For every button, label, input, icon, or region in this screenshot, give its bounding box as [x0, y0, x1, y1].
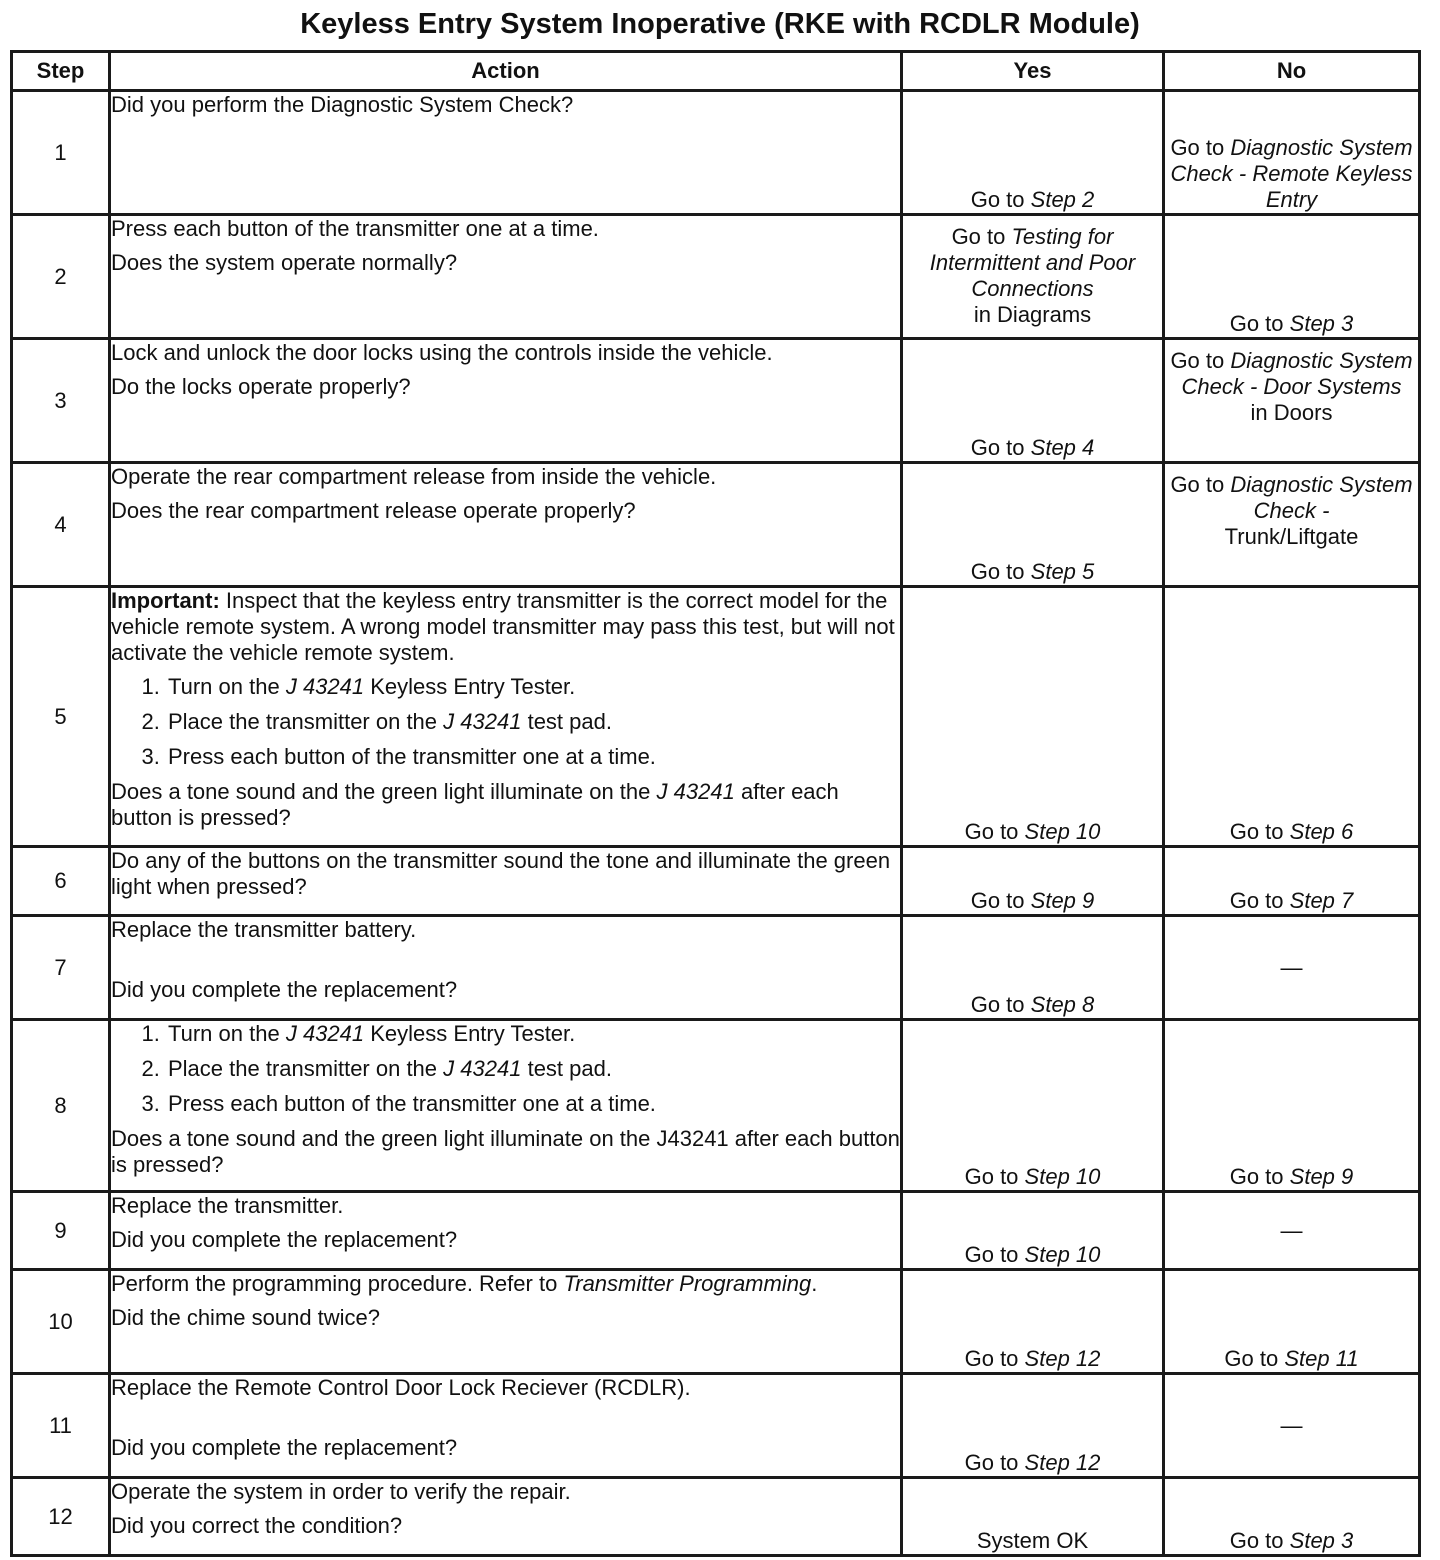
- list-item: 3. Press each button of the transmitter one at a time.: [166, 1091, 900, 1117]
- yes-cell: [902, 1478, 1164, 1556]
- yes-cell: [902, 215, 1164, 339]
- no-cell: [1164, 1270, 1420, 1374]
- go-to-text: Go to: [1170, 348, 1225, 373]
- table-row: [12, 1374, 1420, 1478]
- action-question: Does the rear compartment release operate properly?: [111, 498, 636, 523]
- yes-cell: [902, 1020, 1164, 1192]
- go-to-text: Go to: [1229, 311, 1284, 336]
- table-row: [12, 339, 1420, 463]
- action-cell: [110, 463, 902, 587]
- list-item: [166, 674, 900, 700]
- action-cell: [110, 1192, 902, 1270]
- table-header-row: [12, 52, 1420, 91]
- table-row: [12, 1192, 1420, 1270]
- no-cell: [1164, 91, 1420, 215]
- procedure-list: [111, 1021, 900, 1117]
- go-to-text: Go to: [1229, 1528, 1284, 1553]
- yes-cell: [902, 339, 1164, 463]
- step-link[interactable]: Step 6: [1289, 819, 1354, 844]
- tool-reference: J 43241: [656, 779, 735, 804]
- step-number: 8: [12, 1020, 110, 1192]
- step-number: 9: [12, 1192, 110, 1270]
- yes-cell: [902, 587, 1164, 847]
- table-row: [12, 463, 1420, 587]
- list-text: Turn on the: [168, 674, 280, 699]
- no-cell: [1164, 1374, 1420, 1478]
- punctuation: .: [811, 1271, 818, 1296]
- go-to-text: Go to: [970, 559, 1025, 584]
- action-cell: [110, 1478, 902, 1556]
- yes-cell: [902, 847, 1164, 916]
- action-instruction: Press each button of the transmitter one at a time.: [111, 216, 599, 241]
- yes-cell: [902, 1192, 1164, 1270]
- action-instruction: Operate the system in order to verify the repair.: [111, 1479, 571, 1504]
- step-link[interactable]: Step 3: [1289, 311, 1354, 336]
- action-instruction: Operate the rear compartment release from inside the vehicle.: [111, 464, 717, 489]
- go-to-text: Go to: [970, 992, 1025, 1017]
- action-instruction: Replace the transmitter.: [111, 1193, 344, 1218]
- action-cell: [110, 1374, 902, 1478]
- step-link[interactable]: Step 8: [1030, 992, 1095, 1017]
- table-row: [12, 587, 1420, 847]
- transmitter-programming-link[interactable]: Transmitter Programming: [563, 1271, 812, 1296]
- action-question: Do any of the buttons on the transmitter sound the tone and illuminate the green light when pressed?: [111, 848, 891, 899]
- important-note: [111, 588, 900, 666]
- go-to-text: Go to: [964, 1164, 1019, 1189]
- action-cell: [110, 1020, 902, 1192]
- list-item: [166, 709, 900, 735]
- step-link[interactable]: Step 9: [1030, 888, 1095, 913]
- table-row: [12, 847, 1420, 916]
- action-question: Did you perform the Diagnostic System Check?: [111, 92, 574, 117]
- action-question: Does the system operate normally?: [111, 250, 458, 275]
- go-to-text: Go to: [1224, 1346, 1279, 1371]
- table-row: [12, 91, 1420, 215]
- list-text: Place the transmitter on the: [168, 1056, 438, 1081]
- not-applicable-dash: —: [1280, 954, 1303, 980]
- location-text: in Diagrams: [973, 302, 1092, 327]
- step-number: 10: [12, 1270, 110, 1374]
- step-number: 7: [12, 916, 110, 1020]
- list-text: Keyless Entry Tester.: [370, 1021, 576, 1046]
- diagnostic-check-link[interactable]: Diagnostic System Check - Remote Keyless Entry: [1170, 135, 1413, 212]
- action-question: Do the locks operate properly?: [111, 374, 411, 399]
- action-question: Did you complete the replacement?: [111, 1435, 458, 1460]
- go-to-text: Go to: [964, 1346, 1019, 1371]
- list-item: 3. Press each button of the transmitter one at a time.: [166, 744, 900, 770]
- tool-reference: J 43241: [285, 1021, 365, 1046]
- step-link[interactable]: Step 7: [1289, 888, 1354, 913]
- important-label: Important:: [111, 588, 220, 613]
- action-cell: [110, 916, 902, 1020]
- system-ok-text: System OK: [976, 1528, 1089, 1553]
- important-text: Inspect that the keyless entry transmitter is the correct model for the vehicle remote system. A wrong model transmitter may pass this test, but will not activate the vehicle remote system.: [111, 588, 895, 665]
- table-row: [12, 916, 1420, 1020]
- step-number: 6: [12, 847, 110, 916]
- no-cell: [1164, 1478, 1420, 1556]
- action-question: Did you complete the replacement?: [111, 1227, 458, 1252]
- action-question: Did the chime sound twice?: [111, 1305, 381, 1330]
- diagnostic-check-link[interactable]: Diagnostic System Check - Door Systems: [1181, 348, 1413, 399]
- go-to-text: Go to: [970, 435, 1025, 460]
- go-to-text: Go to: [970, 888, 1025, 913]
- list-text: test pad.: [527, 1056, 612, 1081]
- step-number: 12: [12, 1478, 110, 1556]
- no-cell: [1164, 1192, 1420, 1270]
- action-question: Did you correct the condition?: [111, 1513, 403, 1538]
- action-cell: [110, 215, 902, 339]
- step-link[interactable]: Step 10: [1024, 1164, 1101, 1189]
- procedure-list: [111, 674, 900, 770]
- action-question: Does a tone sound and the green light illuminate on the J43241 after each button is pressed?: [111, 1126, 900, 1177]
- table-row: [12, 215, 1420, 339]
- location-text: in Doors: [1250, 400, 1333, 425]
- step-number: 1: [12, 91, 110, 215]
- question-text: Does a tone sound and the green light illuminate on the: [111, 779, 651, 804]
- action-cell: [110, 847, 902, 916]
- header-step: Step: [12, 52, 110, 91]
- testing-link[interactable]: Testing for Intermittent and Poor Connections: [929, 224, 1136, 301]
- instruction-text: Perform the programming procedure. Refer to: [111, 1271, 558, 1296]
- diagnostic-check-link[interactable]: Diagnostic System Check -: [1230, 472, 1413, 523]
- step-number: 2: [12, 215, 110, 339]
- step-link[interactable]: Step 3: [1289, 1528, 1354, 1553]
- list-item: [166, 1021, 900, 1047]
- step-link[interactable]: Step 5: [1030, 559, 1095, 584]
- action-instruction: [111, 1271, 900, 1297]
- page-title: Keyless Entry System Inoperative (RKE with RCDLR Module): [300, 8, 1140, 40]
- table-row: [12, 1020, 1420, 1192]
- no-cell: [1164, 215, 1420, 339]
- no-cell: [1164, 463, 1420, 587]
- action-cell: [110, 1270, 902, 1374]
- step-link[interactable]: Step 2: [1030, 187, 1095, 212]
- action-instruction: Replace the transmitter battery.: [111, 917, 417, 942]
- spacer: [111, 951, 900, 977]
- step-link[interactable]: Step 10: [1024, 819, 1101, 844]
- go-to-text: Go to: [964, 819, 1019, 844]
- action-cell: [110, 339, 902, 463]
- go-to-text: Go to: [1229, 888, 1284, 913]
- step-number: 4: [12, 463, 110, 587]
- go-to-text: Go to: [1170, 135, 1225, 160]
- yes-cell: [902, 1374, 1164, 1478]
- header-yes: Yes: [902, 52, 1164, 91]
- no-cell: [1164, 916, 1420, 1020]
- no-cell: [1164, 339, 1420, 463]
- header-action: Action: [110, 52, 902, 91]
- step-link[interactable]: Step 4: [1030, 435, 1095, 460]
- no-cell: [1164, 587, 1420, 847]
- no-cell: [1164, 847, 1420, 916]
- yes-cell: [902, 916, 1164, 1020]
- go-to-text: Go to: [964, 1450, 1019, 1475]
- not-applicable-dash: —: [1280, 1217, 1303, 1243]
- location-text: Trunk/Liftgate: [1224, 524, 1359, 549]
- go-to-text: Go to: [1170, 472, 1225, 497]
- step-number: 5: [12, 587, 110, 847]
- go-to-text: Go to: [1229, 1164, 1284, 1189]
- go-to-text: Go to: [970, 187, 1025, 212]
- action-cell: [110, 91, 902, 215]
- action-question: Did you complete the replacement?: [111, 977, 458, 1002]
- tool-reference: J 43241: [285, 674, 365, 699]
- step-link[interactable]: Step 12: [1024, 1450, 1101, 1475]
- go-to-text: Go to: [1229, 819, 1284, 844]
- list-text: test pad.: [527, 709, 612, 734]
- yes-cell: [902, 463, 1164, 587]
- action-cell: [110, 587, 902, 847]
- action-instruction: Replace the Remote Control Door Lock Reciever (RCDLR).: [111, 1375, 691, 1400]
- step-link[interactable]: Step 9: [1289, 1164, 1354, 1189]
- action-question: [111, 779, 900, 831]
- list-text: Keyless Entry Tester.: [370, 674, 576, 699]
- yes-cell: [902, 1270, 1164, 1374]
- not-applicable-dash: —: [1280, 1412, 1303, 1438]
- step-number: 3: [12, 339, 110, 463]
- list-text: Turn on the: [168, 1021, 280, 1046]
- question-text: after each button is pressed?: [111, 779, 839, 830]
- go-to-text: Go to: [951, 224, 1006, 249]
- yes-cell: [902, 91, 1164, 215]
- tool-reference: J 43241: [443, 709, 522, 734]
- tool-reference: J 43241: [443, 1056, 522, 1081]
- spacer: [111, 1409, 900, 1435]
- list-text: Place the transmitter on the: [168, 709, 438, 734]
- header-no: No: [1164, 52, 1420, 91]
- table-row: [12, 1270, 1420, 1374]
- no-cell: [1164, 1020, 1420, 1192]
- step-link[interactable]: Step 10: [1024, 1242, 1101, 1267]
- step-link[interactable]: Step 11: [1284, 1346, 1359, 1371]
- step-number: 11: [12, 1374, 110, 1478]
- table-row: [12, 1478, 1420, 1556]
- step-link[interactable]: Step 12: [1024, 1346, 1101, 1371]
- go-to-text: Go to: [964, 1242, 1019, 1267]
- list-item: [166, 1056, 900, 1082]
- diagnostic-table: [10, 50, 1421, 1557]
- action-instruction: Lock and unlock the door locks using the controls inside the vehicle.: [111, 340, 773, 365]
